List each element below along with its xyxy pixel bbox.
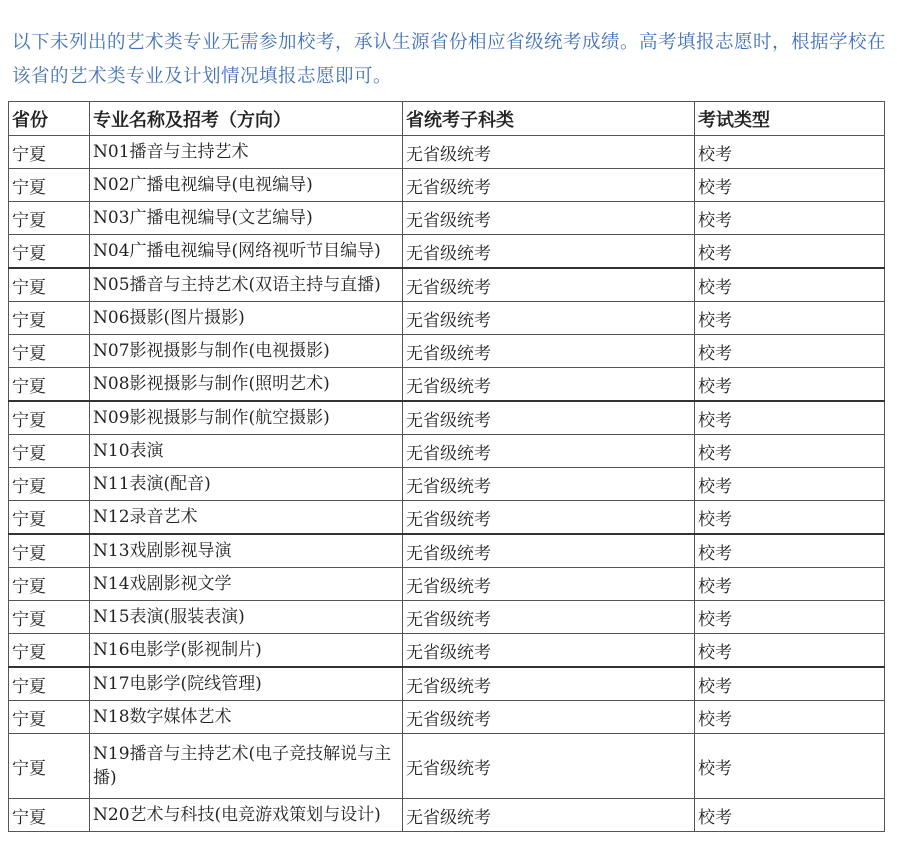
cell-exam-type: 校考 <box>695 268 885 302</box>
table-row <box>9 601 885 634</box>
cell-exam-type: 校考 <box>695 568 885 601</box>
cell-subject-category: 无省级统考 <box>403 169 695 202</box>
cell-major: N12录音艺术 <box>90 501 403 535</box>
cell-major: N11表演(配音) <box>90 468 403 501</box>
table-row <box>9 799 885 832</box>
cell-province: 宁夏 <box>9 368 90 402</box>
cell-exam-type: 校考 <box>695 235 885 269</box>
table-row <box>9 401 885 435</box>
cell-major: N06摄影(图片摄影) <box>90 302 403 335</box>
cell-exam-type: 校考 <box>695 534 885 568</box>
cell-province: 宁夏 <box>9 235 90 269</box>
cell-subject-category: 无省级统考 <box>403 701 695 734</box>
table-row <box>9 634 885 668</box>
cell-subject-category: 无省级统考 <box>403 202 695 235</box>
cell-subject-category: 无省级统考 <box>403 268 695 302</box>
cell-exam-type: 校考 <box>695 634 885 668</box>
cell-province: 宁夏 <box>9 501 90 535</box>
cell-province: 宁夏 <box>9 634 90 668</box>
cell-subject-category: 无省级统考 <box>403 468 695 501</box>
cell-subject-category: 无省级统考 <box>403 235 695 269</box>
table-row <box>9 667 885 701</box>
cell-province: 宁夏 <box>9 734 90 799</box>
cell-subject-category: 无省级统考 <box>403 401 695 435</box>
cell-province: 宁夏 <box>9 534 90 568</box>
cell-subject-category: 无省级统考 <box>403 368 695 402</box>
cell-major: N18数字媒体艺术 <box>90 701 403 734</box>
cell-major: N07影视摄影与制作(电视摄影) <box>90 335 403 368</box>
table-header-row <box>9 102 885 136</box>
cell-province: 宁夏 <box>9 302 90 335</box>
cell-province: 宁夏 <box>9 701 90 734</box>
cell-exam-type: 校考 <box>695 601 885 634</box>
cell-exam-type: 校考 <box>695 136 885 169</box>
cell-subject-category: 无省级统考 <box>403 136 695 169</box>
cell-province: 宁夏 <box>9 667 90 701</box>
table-row <box>9 435 885 468</box>
cell-major: N10表演 <box>90 435 403 468</box>
cell-major: N15表演(服装表演) <box>90 601 403 634</box>
cell-subject-category: 无省级统考 <box>403 568 695 601</box>
cell-province: 宁夏 <box>9 401 90 435</box>
admission-table <box>8 101 885 832</box>
cell-exam-type: 校考 <box>695 799 885 832</box>
table-row <box>9 468 885 501</box>
cell-major: N08影视摄影与制作(照明艺术) <box>90 368 403 402</box>
header-exam-type: 考试类型 <box>695 102 885 136</box>
cell-subject-category: 无省级统考 <box>403 634 695 668</box>
cell-exam-type: 校考 <box>695 368 885 402</box>
header-subject-category: 省统考子科类 <box>403 102 695 136</box>
cell-subject-category: 无省级统考 <box>403 601 695 634</box>
cell-subject-category: 无省级统考 <box>403 302 695 335</box>
cell-major: N13戏剧影视导演 <box>90 534 403 568</box>
table-row <box>9 368 885 402</box>
cell-subject-category: 无省级统考 <box>403 799 695 832</box>
table-row <box>9 734 885 799</box>
table-row <box>9 701 885 734</box>
table-row <box>9 302 885 335</box>
cell-province: 宁夏 <box>9 799 90 832</box>
cell-major: N16电影学(影视制片) <box>90 634 403 668</box>
cell-subject-category: 无省级统考 <box>403 534 695 568</box>
table-row <box>9 169 885 202</box>
cell-major: N01播音与主持艺术 <box>90 136 403 169</box>
header-major: 专业名称及招考（方向） <box>90 102 403 136</box>
cell-exam-type: 校考 <box>695 468 885 501</box>
table-row <box>9 501 885 535</box>
cell-province: 宁夏 <box>9 268 90 302</box>
cell-major: N02广播电视编导(电视编导) <box>90 169 403 202</box>
table-row <box>9 268 885 302</box>
intro-paragraph: 以下未列出的艺术类专业无需参加校考，承认生源省份相应省级统考成绩。高考填报志愿时，根据学校在该省的艺术类专业及计划情况填报志愿即可。 <box>12 32 887 87</box>
cell-exam-type: 校考 <box>695 302 885 335</box>
cell-major: N09影视摄影与制作(航空摄影) <box>90 401 403 435</box>
cell-major: N03广播电视编导(文艺编导) <box>90 202 403 235</box>
cell-exam-type: 校考 <box>695 435 885 468</box>
cell-subject-category: 无省级统考 <box>403 667 695 701</box>
cell-major: N04广播电视编导(网络视听节目编导) <box>90 235 403 269</box>
cell-major: N19播音与主持艺术(电子竞技解说与主播) <box>90 734 403 799</box>
cell-major: N17电影学(院线管理) <box>90 667 403 701</box>
cell-major: N14戏剧影视文学 <box>90 568 403 601</box>
cell-province: 宁夏 <box>9 468 90 501</box>
table-row <box>9 202 885 235</box>
cell-exam-type: 校考 <box>695 169 885 202</box>
cell-subject-category: 无省级统考 <box>403 734 695 799</box>
cell-exam-type: 校考 <box>695 501 885 535</box>
cell-exam-type: 校考 <box>695 202 885 235</box>
cell-subject-category: 无省级统考 <box>403 435 695 468</box>
cell-province: 宁夏 <box>9 335 90 368</box>
table-row <box>9 335 885 368</box>
cell-province: 宁夏 <box>9 169 90 202</box>
cell-exam-type: 校考 <box>695 667 885 701</box>
cell-subject-category: 无省级统考 <box>403 335 695 368</box>
cell-major: N20艺术与科技(电竞游戏策划与设计) <box>90 799 403 832</box>
table-row <box>9 136 885 169</box>
cell-province: 宁夏 <box>9 435 90 468</box>
cell-exam-type: 校考 <box>695 401 885 435</box>
cell-province: 宁夏 <box>9 601 90 634</box>
cell-exam-type: 校考 <box>695 335 885 368</box>
cell-province: 宁夏 <box>9 202 90 235</box>
header-province: 省份 <box>9 102 90 136</box>
table-row <box>9 568 885 601</box>
cell-subject-category: 无省级统考 <box>403 501 695 535</box>
cell-exam-type: 校考 <box>695 701 885 734</box>
table-row <box>9 534 885 568</box>
cell-major: N05播音与主持艺术(双语主持与直播) <box>90 268 403 302</box>
cell-province: 宁夏 <box>9 568 90 601</box>
cell-province: 宁夏 <box>9 136 90 169</box>
cell-exam-type: 校考 <box>695 734 885 799</box>
table-row <box>9 235 885 269</box>
